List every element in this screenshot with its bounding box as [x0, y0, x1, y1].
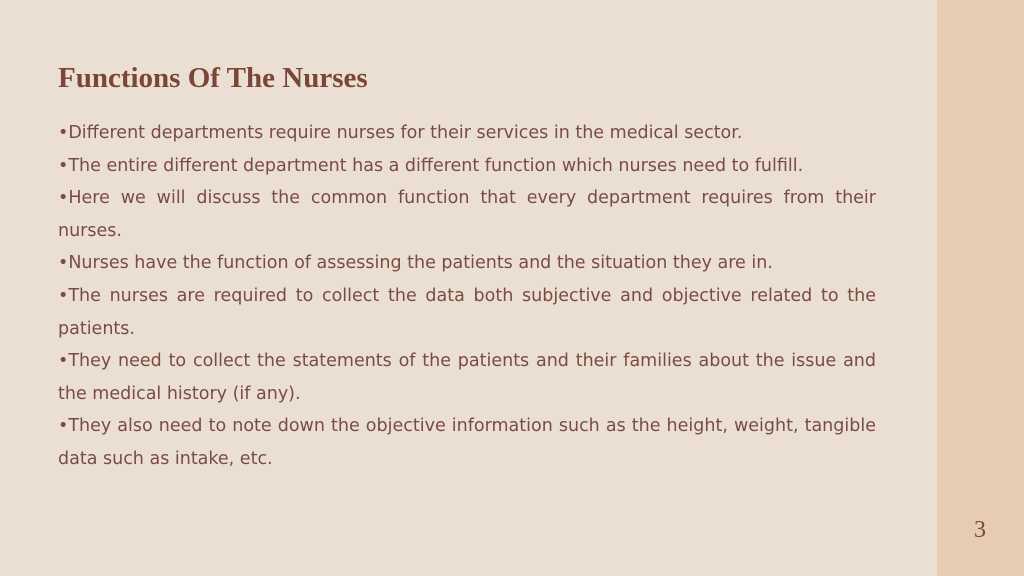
bullet-text: They also need to note down the objective information such as the height, weight, tangible data such as intake, etc.: [58, 416, 876, 469]
bullet-item: [58, 247, 876, 280]
bullet-text: They need to collect the statements of the patients and their families about the issue and the medical history (if any).: [58, 351, 876, 404]
bullet-item: [58, 117, 876, 150]
page-number: 3: [974, 517, 986, 543]
bullet-text: Different departments require nurses for their services in the medical sector.: [68, 123, 743, 143]
bullet-marker: •: [58, 351, 69, 372]
bullet-item: [58, 345, 876, 410]
bullet-list: [58, 117, 876, 476]
bullet-item: [58, 150, 876, 183]
bullet-text: The nurses are required to collect the data both subjective and objective related to the patients.: [58, 285, 876, 339]
bullet-item: [58, 182, 876, 247]
bullet-item: [58, 410, 876, 475]
bullet-item: [58, 280, 876, 345]
bullet-marker: •: [58, 123, 69, 143]
bullet-text: Here we will discuss the common function that every department requires from their nurses.: [58, 188, 876, 241]
bullet-marker: •: [58, 416, 69, 437]
bullet-text: Nurses have the function of assessing the patients and the situation they are in.: [68, 253, 773, 274]
bullet-marker: •: [58, 285, 69, 306]
bullet-text: The entire different department has a different function which nurses need to fulfill.: [68, 155, 804, 176]
slide-title: Functions Of The Nurses: [58, 62, 368, 94]
bullet-marker: •: [58, 188, 69, 209]
side-accent-panel: [937, 0, 1024, 576]
bullet-marker: •: [58, 253, 69, 274]
bullet-marker: •: [58, 155, 69, 176]
